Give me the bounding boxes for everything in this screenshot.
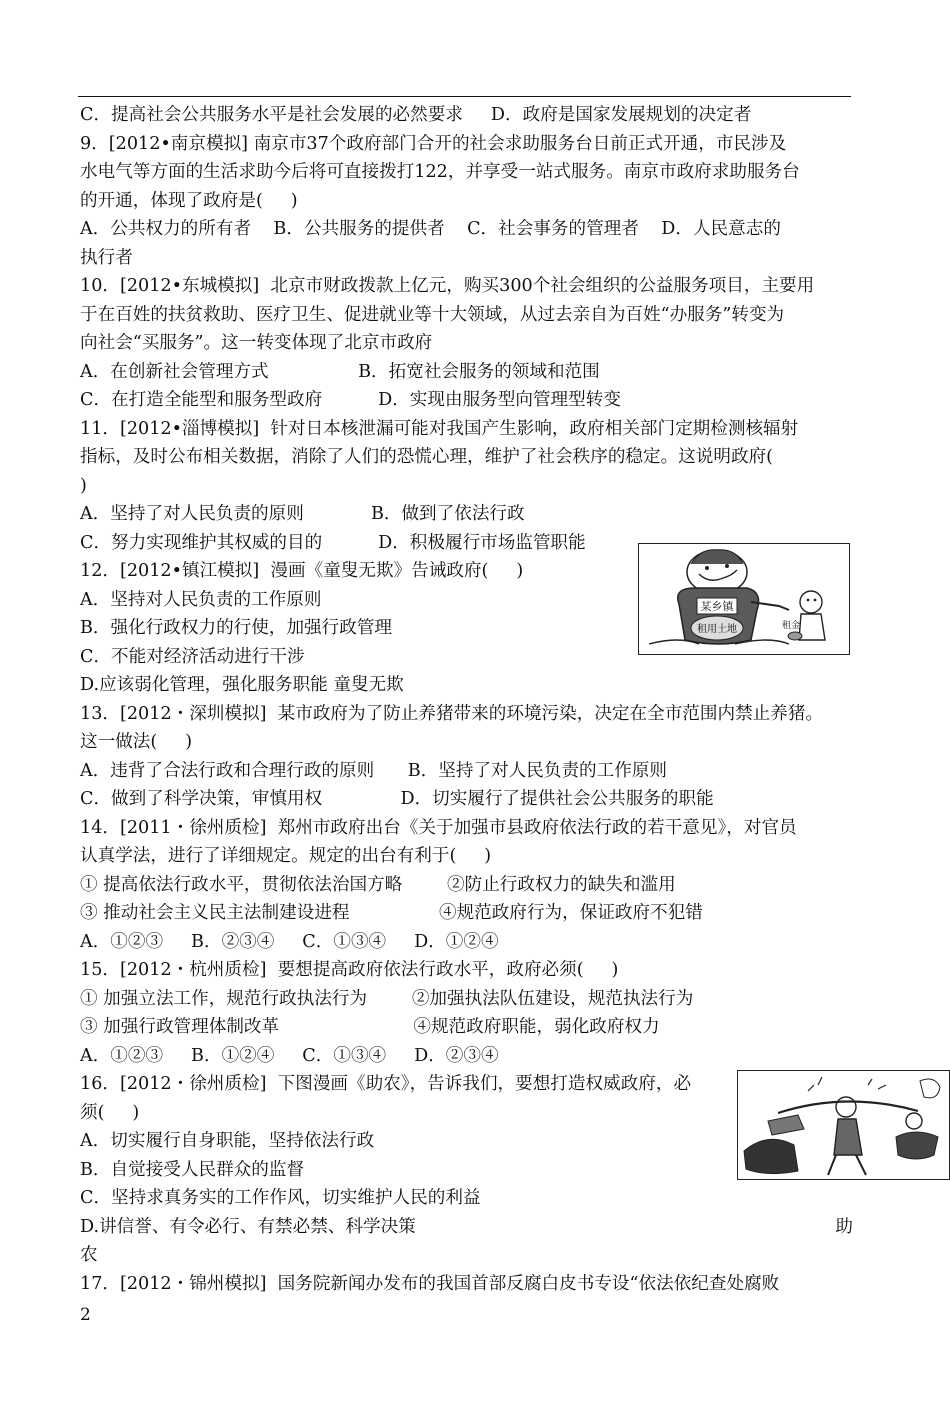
text-line: B．强化行政权力的行使，加强行政管理: [80, 618, 393, 638]
text-line: 向社会“买服务”。这一转变体现了北京市政府: [80, 333, 433, 353]
text-line: A．①②③ B．②③④ C．①③④ D．①②④: [80, 931, 499, 952]
text-line: B．自觉接受人民群众的监督: [80, 1159, 305, 1180]
text-line: C．做到了科学决策，审慎用权 D．切实履行了提供社会公共服务的职能: [80, 789, 714, 809]
text-line: ③ 加强行政管理体制改革 ④规范政府职能，弱化政府权力: [80, 1017, 660, 1037]
header-rule: [78, 96, 851, 97]
text-line: D.应该弱化管理，强化服务职能 童叟无欺: [80, 675, 404, 695]
cartoon-label-body: 租用土地: [697, 624, 737, 635]
text-line: 17．[2012・锦州模拟] 国务院新闻办发布的我国首部反腐白皮书专设“依法依纪查处腐败: [80, 1273, 780, 1294]
text-line: 16．[2012・徐州质检] 下图漫画《助农》，告诉我们，要想打造权威政府，必: [80, 1074, 692, 1094]
cartoon-illustration: [738, 1071, 949, 1179]
text-line: 于在百姓的扶贫救助、医疗卫生、促进就业等十大领域，从过去亲自为百姓“办服务”转变为: [80, 304, 785, 325]
text-line: A．坚持了对人民负责的原则 B．做到了依法行政: [80, 504, 525, 524]
text-line: C．提高社会公共服务水平是社会发展的必然要求 D．政府是国家发展规划的决定者: [80, 105, 752, 125]
cartoon-illustration: [639, 544, 849, 654]
cartoon-caption-part: 助: [835, 1216, 853, 1237]
cartoon-zhunong: [737, 1070, 950, 1180]
text-line: A．违背了合法行政和合理行政的原则 B．坚持了对人民负责的工作原则: [80, 760, 668, 781]
cartoon-label-head: 某乡镇: [700, 600, 734, 613]
text-line: A．①②③ B．①②④ C．①③④ D．②③④: [80, 1045, 499, 1066]
text-line: 11．[2012•淄博模拟] 针对日本核泄漏可能对我国产生影响，政府相关部门定期检测核辐射: [80, 418, 799, 439]
text-line: 12．[2012•镇江模拟] 漫画《童叟无欺》告诫政府( ): [80, 561, 524, 581]
cartoon-label-coin: 租金: [781, 621, 801, 631]
cartoon-tongsou-wuqi: [638, 543, 850, 655]
text-line: 15．[2012・杭州质检] 要想提高政府依法行政水平，政府必须( ): [80, 960, 619, 980]
text-line: A．切实履行自身职能，坚持依法行政: [80, 1131, 375, 1151]
text-line: 农: [80, 1245, 98, 1265]
text-line: A．坚持对人民负责的工作原则: [80, 589, 322, 610]
text-line: 水电气等方面的生活求助今后将可直接拨打122，并享受一站式服务。南京市政府求助服务台: [80, 162, 800, 182]
text-line: 须( ): [80, 1102, 140, 1123]
text-line: 14．[2011・徐州质检] 郑州市政府出台《关于加强市县政府依法行政的若干意见》，对官员: [80, 817, 797, 838]
text-line: ① 提高依法行政水平，贯彻依法治国方略 ②防止行政权力的缺失和滥用: [80, 874, 676, 895]
text-line: C．不能对经济活动进行干涉: [80, 646, 305, 667]
text-line: A．公共权力的所有者 B．公共服务的提供者 C．社会事务的管理者 D．人民意志的: [80, 219, 781, 239]
text-line: C．坚持求真务实的工作作风，切实维护人民的利益: [80, 1188, 481, 1208]
text-line: 9．[2012•南京模拟] 南京市37个政府部门合开的社会求助服务台日前正式开通，市民涉及: [80, 133, 787, 154]
text-line: 这一做法( ): [80, 732, 193, 752]
text-line: ③ 推动社会主义民主法制建设进程 ④规范政府行为，保证政府不犯错: [80, 903, 703, 923]
page-number: 2: [80, 1305, 91, 1325]
text-line: 的开通，体现了政府是( ): [80, 190, 298, 211]
text-line: ): [80, 475, 87, 496]
text-line: 13．[2012・深圳模拟] 某市政府为了防止养猪带来的环境污染，决定在全市范围内禁止养猪。: [80, 703, 824, 724]
text-line: D.讲信誉、有令必行、有禁必禁、科学决策 助: [80, 1213, 855, 1242]
text-line: A．在创新社会管理方式 B．拓宽社会服务的领域和范围: [80, 361, 600, 382]
text-line: 执行者: [80, 247, 133, 268]
text-line: ① 加强立法工作，规范行政执法行为 ②加强执法队伍建设，规范执法行为: [80, 988, 694, 1009]
text-line: 认真学法，进行了详细规定。规定的出台有利于( ): [80, 846, 492, 866]
text-line: C．努力实现维护其权威的目的 D．积极履行市场监管职能: [80, 532, 586, 553]
text-line: 指标，及时公布相关数据，消除了人们的恐慌心理，维护了社会秩序的稳定。这说明政府(: [80, 447, 774, 467]
text-line: 10．[2012•东城模拟] 北京市财政拨款上亿元，购买300个社会组织的公益服务项目，主要用: [80, 276, 815, 296]
text-line: C．在打造全能型和服务型政府 D．实现由服务型向管理型转变: [80, 390, 621, 410]
